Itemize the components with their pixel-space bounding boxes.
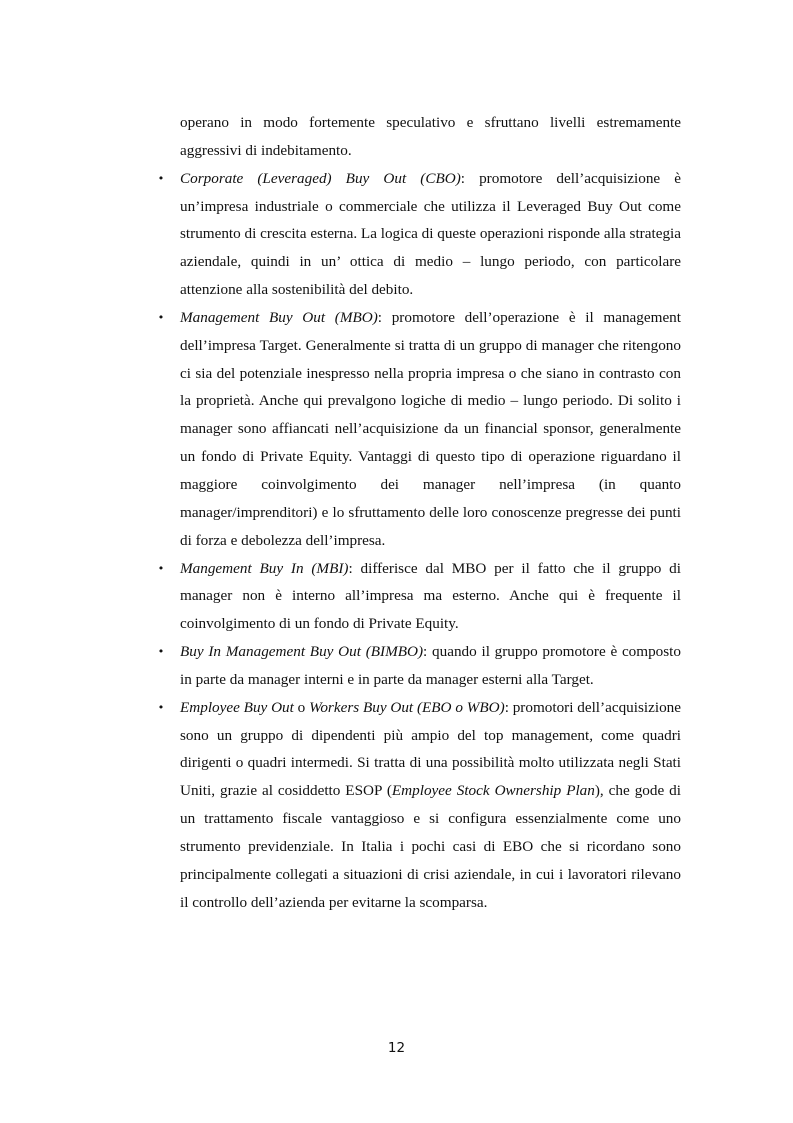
definition-ebo-part2: ), che gode di un trattamento fiscale vantaggioso e si configura essenzialmente come uno strumento previdenziale. In Italia i pochi casi di EBO che si ricordano sono principalmente collegati a situazioni di crisi aziendale, in cui i lavoratori rilevano il controllo dell’azienda per evitarne la scomparsa. <box>180 782 681 911</box>
list-item-mbi <box>157 555 681 639</box>
definition-cbo: : promotore dell’acquisizione è un’impresa industriale o commerciale che utilizza il Leveraged Buy Out come strumento di crescita esterna. La logica di queste operazioni risponde alla strategia aziendale, quindi in un’ ottica di medio – lungo periodo, con particolare attenzione alla sostenibilità del debito. <box>180 169 682 299</box>
term-bimbo: Buy In Management Buy Out (BIMBO) <box>180 643 424 661</box>
body-text <box>157 109 682 916</box>
bullet-icon: • <box>157 645 165 659</box>
list-item-mbo <box>157 304 681 555</box>
definition-bimbo: : quando il gruppo promotore è composto in parte da manager interni e in parte da manager esterni alla Target. <box>180 643 681 688</box>
bullet-icon: • <box>157 561 165 575</box>
page-number: 12 <box>387 1040 406 1056</box>
bullet-icon: • <box>157 310 165 324</box>
continuation-paragraph: operano in modo fortemente speculativo e sfruttano livelli estremamente aggressivi di indebitamento. <box>180 114 681 159</box>
definition-mbo: : promotore dell’operazione è il management dell’impresa Target. Generalmente si tratta di un gruppo di manager che ritengono ci sia del potenziale inespresso nella propria impresa o che siano in contrasto con la proprietà. Anche qui prevalgono logiche di medio – lungo periodo. Di solito i manager sono affiancati nell’acquisizione da un financial sponsor, generalmente un fondo di Private Equity. Vantaggi di questo tipo di operazione riguardano il maggiore coinvolgimento dei manager nell’impresa (in quanto manager/imprenditori) e lo sfruttamento delle loro conoscenze pregresse dei punti di forza e debolezza dell’impresa. <box>180 308 681 549</box>
term-mbo: Management Buy Out (MBO) <box>180 308 378 326</box>
list-item-ebo <box>157 694 681 917</box>
bullet-icon: • <box>157 700 165 714</box>
list-item-bimbo <box>157 638 681 694</box>
term-connector: o <box>293 698 310 716</box>
term-cbo: Corporate (Leveraged) Buy Out (CBO) <box>180 169 461 187</box>
term-mbi: Mangement Buy In (MBI) <box>180 559 349 577</box>
term-wbo: Workers Buy Out (EBO o WBO) <box>309 698 505 716</box>
term-esop: Employee Stock Ownership Plan <box>391 782 595 800</box>
definition-ebo-part1: : promotori dell’acquisizione sono un gruppo di dipendenti più ampio del top management, come quadri dirigenti o quadri intermedi. Si tratta di una possibilità molto utilizzata negli Stati Uniti, grazie al cosiddetto ESOP ( <box>180 698 681 800</box>
list-item-cbo <box>157 165 682 304</box>
term-ebo: Employee Buy Out <box>180 698 294 716</box>
definition-mbi: : differisce dal MBO per il fatto che il gruppo di manager non è interno all’impresa ma esterno. Anche qui è frequente il coinvolgimento di un fondo di Private Equity. <box>180 559 681 633</box>
bullet-icon: • <box>157 171 165 185</box>
